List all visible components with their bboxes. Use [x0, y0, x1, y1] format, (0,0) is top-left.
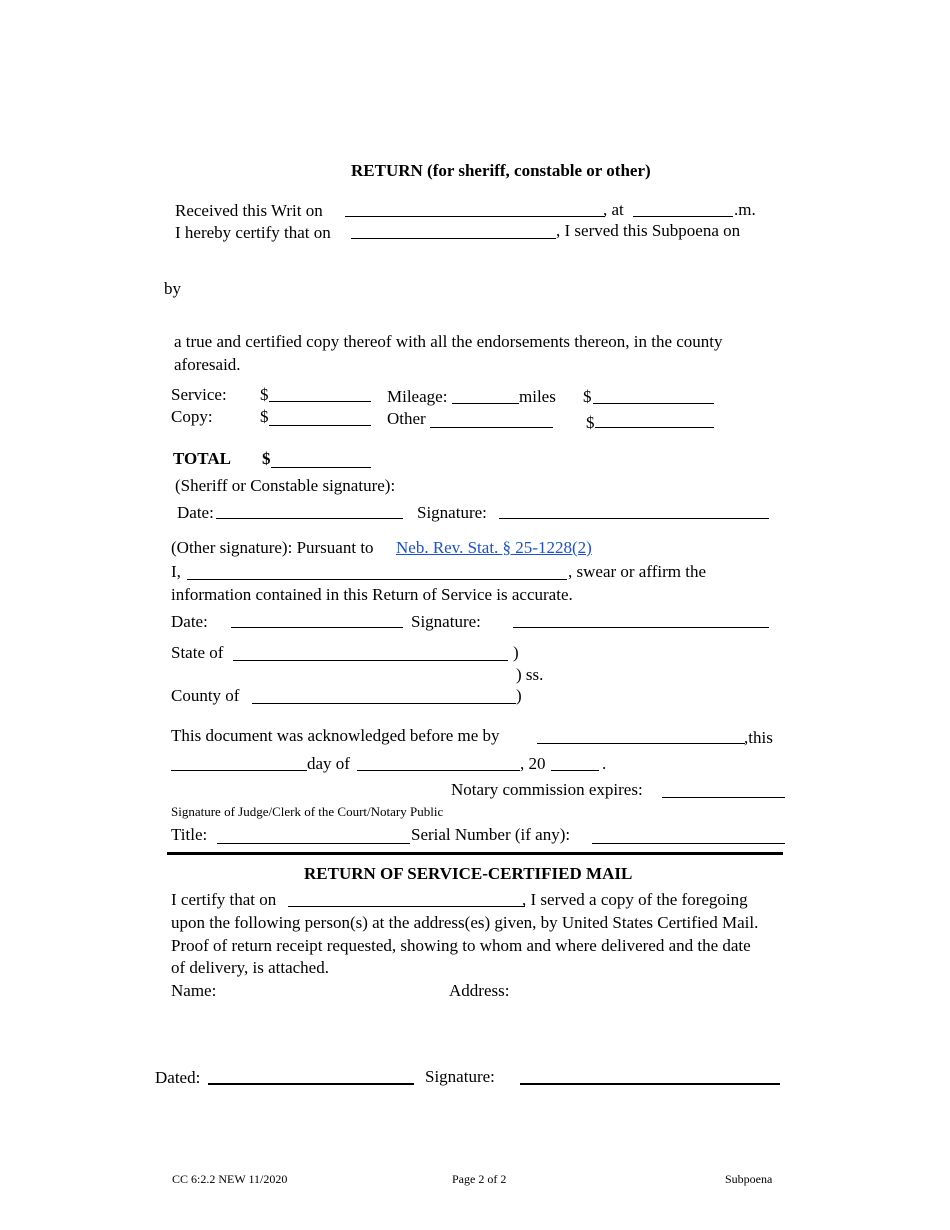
- serial-field[interactable]: [592, 843, 785, 844]
- address-label: Address:: [449, 981, 510, 1000]
- statute-link[interactable]: Neb. Rev. Stat. § 25-1228(2): [396, 538, 592, 557]
- served-date-field[interactable]: [351, 238, 556, 239]
- other-fee-desc-field[interactable]: [430, 427, 553, 428]
- mileage-label: Mileage:: [387, 387, 448, 406]
- service-fee-field[interactable]: [269, 401, 371, 402]
- miles-label: miles: [519, 387, 556, 406]
- county-field[interactable]: [252, 703, 516, 704]
- mail-line-4: of delivery, is attached.: [171, 958, 329, 977]
- received-label: Received this Writ on: [175, 201, 323, 220]
- swear-label: , swear or affirm the: [568, 562, 706, 581]
- true-copy-line-1: a true and certified copy thereof with all the endorsements thereon, in the county: [174, 332, 723, 351]
- footer-form-code: CC 6:2.2 NEW 11/2020: [172, 1172, 288, 1186]
- service-label: Service:: [171, 385, 227, 404]
- other-label: Other: [387, 409, 426, 428]
- state-field[interactable]: [233, 660, 508, 661]
- other-date-label: Date:: [171, 612, 208, 631]
- total-field[interactable]: [271, 467, 371, 468]
- total-label: TOTAL: [173, 449, 231, 468]
- m-label: .m.: [734, 200, 756, 219]
- title-label: Title:: [171, 825, 208, 844]
- section-divider: [167, 852, 783, 855]
- certified-mail-title: RETURN OF SERVICE-CERTIFIED MAIL: [304, 864, 633, 883]
- i-label: I,: [171, 562, 181, 581]
- mileage-fee-field[interactable]: [593, 403, 714, 404]
- return-title: RETURN (for sheriff, constable or other): [351, 161, 651, 180]
- service-dollar: $: [260, 385, 269, 404]
- mail-signature-field[interactable]: [520, 1083, 780, 1085]
- month-field[interactable]: [357, 770, 520, 771]
- mail-line-2: upon the following person(s) at the address(es) given, by United States Certified Mail.: [171, 913, 759, 932]
- true-copy-line-2: aforesaid.: [174, 355, 241, 374]
- sheriff-date-field[interactable]: [216, 518, 403, 519]
- dated-label: Dated:: [155, 1068, 201, 1087]
- mail-signature-label: Signature:: [425, 1067, 495, 1086]
- commission-field[interactable]: [662, 797, 785, 798]
- day-field[interactable]: [171, 770, 307, 771]
- copy-fee-field[interactable]: [269, 425, 371, 426]
- received-time-field[interactable]: [633, 216, 733, 217]
- period: .: [602, 754, 607, 773]
- at-label: , at: [603, 200, 624, 219]
- sheriff-date-label: Date:: [177, 503, 214, 522]
- sheriff-signature-heading: (Sheriff or Constable signature):: [175, 476, 396, 495]
- other-date-field[interactable]: [231, 627, 403, 628]
- served-label: , I served this Subpoena on: [556, 221, 741, 240]
- state-paren: ): [513, 643, 519, 662]
- footer-doc-type: Subpoena: [725, 1172, 773, 1186]
- signature-caption: Signature of Judge/Clerk of the Court/Notary Public: [171, 804, 444, 819]
- mail-date-field[interactable]: [288, 906, 525, 907]
- served-copy-label: , I served a copy of the foregoing: [522, 890, 748, 909]
- mileage-dollar: $: [583, 387, 592, 406]
- name-label: Name:: [171, 981, 217, 1000]
- total-dollar: $: [262, 449, 271, 468]
- other-fee-field[interactable]: [595, 427, 714, 428]
- twenty-label: , 20: [520, 754, 546, 773]
- year-field[interactable]: [551, 770, 599, 771]
- state-label: State of: [171, 643, 224, 662]
- affiant-name-field[interactable]: [187, 579, 567, 580]
- ss-label: ) ss.: [516, 665, 544, 684]
- county-paren: ): [516, 686, 522, 705]
- acknowledged-by-field[interactable]: [537, 743, 745, 744]
- other-signature-label: Signature:: [411, 612, 481, 631]
- certify-on-label: I certify that on: [171, 890, 277, 909]
- certify-label: I hereby certify that on: [175, 223, 331, 242]
- serial-label: Serial Number (if any):: [411, 825, 571, 844]
- commission-label: Notary commission expires:: [451, 780, 643, 799]
- other-dollar: $: [586, 413, 595, 432]
- other-signature-field[interactable]: [513, 627, 769, 628]
- this-label: ,this: [744, 728, 773, 747]
- by-label: by: [164, 279, 181, 298]
- day-of-label: day of: [307, 754, 350, 773]
- mileage-field[interactable]: [452, 403, 519, 404]
- dated-field[interactable]: [208, 1083, 414, 1085]
- received-date-field[interactable]: [345, 216, 605, 217]
- footer-page: Page 2 of 2: [452, 1172, 507, 1186]
- county-label: County of: [171, 686, 240, 705]
- copy-dollar: $: [260, 407, 269, 426]
- sheriff-signature-label: Signature:: [417, 503, 487, 522]
- mail-line-3: Proof of return receipt requested, showing to whom and where delivered and the date: [171, 936, 751, 955]
- acknowledged-label: This document was acknowledged before me by: [171, 726, 500, 745]
- sheriff-signature-field[interactable]: [499, 518, 769, 519]
- title-field[interactable]: [217, 843, 410, 844]
- copy-label: Copy:: [171, 407, 213, 426]
- other-signature-prefix: (Other signature): Pursuant to: [171, 538, 374, 557]
- info-accurate-line: information contained in this Return of Service is accurate.: [171, 585, 573, 604]
